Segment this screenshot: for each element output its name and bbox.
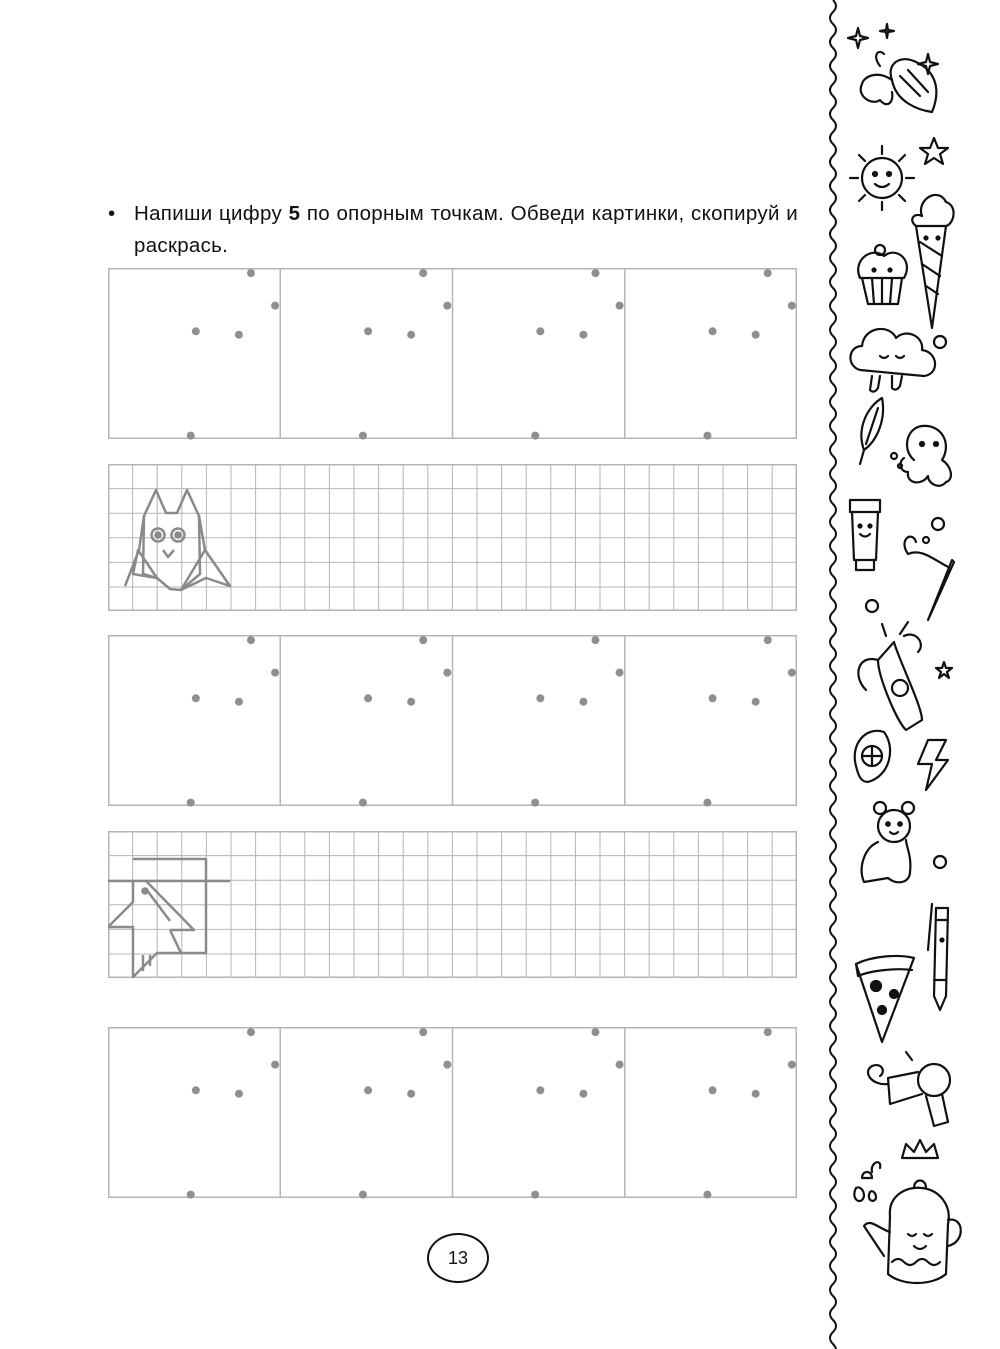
leaf-icon <box>860 398 883 464</box>
reference-dot <box>788 302 796 310</box>
reference-dot <box>616 302 624 310</box>
reference-dot <box>536 1086 544 1094</box>
reference-dot <box>407 1090 415 1098</box>
instruction-text <box>108 198 798 262</box>
reference-dot <box>752 331 760 339</box>
reference-dot <box>591 269 599 277</box>
reference-dot <box>364 327 372 335</box>
reference-dot <box>531 799 539 807</box>
target-digit: 5 <box>288 202 301 225</box>
reference-dot <box>187 432 195 440</box>
reference-dot <box>419 1028 427 1036</box>
reference-dot <box>591 1028 599 1036</box>
reference-dot <box>247 269 255 277</box>
reference-dot <box>703 799 711 807</box>
star-icon <box>920 138 948 164</box>
reference-dot <box>443 669 451 677</box>
pizza-icon <box>856 956 914 1042</box>
reference-dot <box>247 636 255 644</box>
dot-panel-1[interactable] <box>108 268 797 439</box>
reference-dot <box>764 636 772 644</box>
reference-dot <box>788 669 796 677</box>
reference-dot <box>579 1090 587 1098</box>
reference-dot <box>235 698 243 706</box>
reference-dot <box>536 327 544 335</box>
copy-grid-owl[interactable] <box>108 464 797 611</box>
reference-dot <box>616 669 624 677</box>
reference-dot <box>703 432 711 440</box>
copy-grid-bird[interactable] <box>108 831 797 978</box>
instruction-before: Напиши цифру <box>134 202 289 225</box>
drops-icon <box>854 1187 876 1201</box>
hair-dryer-icon <box>868 1052 950 1126</box>
teapot-icon <box>862 1162 961 1283</box>
reference-dot <box>419 269 427 277</box>
reference-dot <box>443 1061 451 1069</box>
crown-icon <box>902 1140 938 1158</box>
octopus-icon <box>891 426 951 486</box>
reference-dot <box>187 799 195 807</box>
reference-dot <box>364 1086 372 1094</box>
reference-dot <box>591 636 599 644</box>
owl-figure <box>125 490 230 590</box>
bullet: • <box>108 202 116 225</box>
reference-dot <box>192 1086 200 1094</box>
reference-dot <box>271 669 279 677</box>
dot-panel-2[interactable] <box>108 635 797 806</box>
lightning-icon <box>918 740 948 790</box>
reference-dot <box>764 1028 772 1036</box>
reference-dot <box>531 432 539 440</box>
reference-dot <box>359 432 367 440</box>
reference-dot <box>788 1061 796 1069</box>
rocket-icon <box>858 622 952 730</box>
reference-dot <box>764 269 772 277</box>
bird-figure <box>108 859 230 977</box>
doodle-column <box>842 20 1000 1340</box>
reference-dot <box>192 694 200 702</box>
reference-dot <box>235 1090 243 1098</box>
reference-dot <box>359 799 367 807</box>
reference-dot <box>192 327 200 335</box>
reference-dot <box>407 331 415 339</box>
reference-dot <box>187 1191 195 1199</box>
page-number: 13 <box>427 1233 489 1283</box>
reference-dot <box>752 698 760 706</box>
dot-panel-3[interactable] <box>108 1027 797 1198</box>
ice-cream-icon <box>912 195 953 328</box>
reference-dot <box>443 302 451 310</box>
reference-dot <box>531 1191 539 1199</box>
reference-dot <box>364 694 372 702</box>
reference-dot <box>536 694 544 702</box>
needle-icon <box>866 537 954 620</box>
radish-icon <box>861 52 937 112</box>
pen-icon <box>928 904 948 1010</box>
cloud-icon <box>850 329 946 392</box>
reference-dot <box>419 636 427 644</box>
reference-dot <box>709 327 717 335</box>
cupcake-icon <box>858 245 907 304</box>
reference-dot <box>709 694 717 702</box>
reference-dot <box>235 331 243 339</box>
reference-dot <box>247 1028 255 1036</box>
reference-dot <box>271 1061 279 1069</box>
instruction-after: по опорным точкам. Обведи картинки, скопируй и раскрась. <box>134 202 798 257</box>
reference-dot <box>752 1090 760 1098</box>
teddy-bear-icon <box>862 802 946 882</box>
reference-dot <box>703 1191 711 1199</box>
reference-dot <box>709 1086 717 1094</box>
paint-tube-icon <box>850 500 944 570</box>
reference-dot <box>579 698 587 706</box>
instruction <box>108 198 798 262</box>
reference-dot <box>579 331 587 339</box>
lemon-icon <box>855 731 890 782</box>
reference-dot <box>359 1191 367 1199</box>
reference-dot <box>407 698 415 706</box>
sun-icon <box>850 146 914 210</box>
reference-dot <box>616 1061 624 1069</box>
reference-dot <box>271 302 279 310</box>
